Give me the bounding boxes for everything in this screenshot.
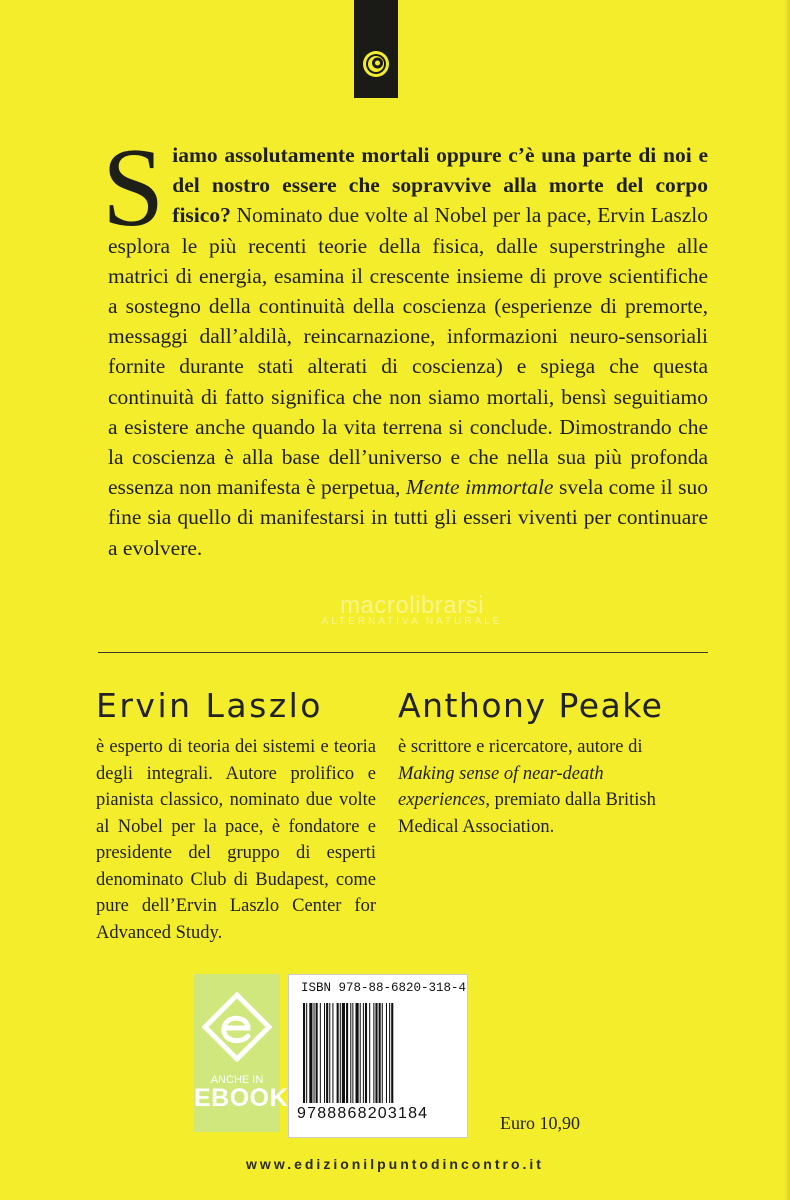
watermark-main: macrolibrarsi [340,592,484,619]
drop-cap: S [102,126,165,250]
ebook-e-icon [202,992,272,1062]
publisher-website: www.edizionilpuntodincontro.it [246,1156,544,1172]
barcode-stripe [350,1003,351,1103]
peake-bio-ending: , premiato dalla British Medical Association. [398,790,656,837]
barcode-stripe [320,1003,321,1103]
peake-book-title: Making sense of near-death experiences [398,763,604,810]
barcode-stripe [375,1003,377,1103]
barcode-stripe [356,1003,359,1103]
publisher-logo-icon [360,48,392,80]
barcode-stripe [391,1003,393,1103]
ebook-badge-big-text: EBOOK [194,1084,289,1112]
barcode-stripe [360,1003,361,1103]
barcode-stripe [324,1003,325,1103]
blurb-book-title: Mente immortale [405,475,554,500]
price: Euro 10,90 [500,1113,580,1133]
barcode-panel [288,974,468,1138]
book-blurb [102,126,708,563]
author-bio-peake [398,734,698,840]
author-bio-laszlo: è esperto di teoria dei sistemi e teoria degli integrali. Autore prolifico e pianista classico, nominato due volte al Nobel per la pace, è fondatore e presidente del gruppo di esperti denominato Club di Budapest, come pure dell’Ervin Laszlo Center for Advanced Study. [96,737,376,943]
barcode-stripe [346,1003,348,1103]
barcode-stripe [389,1003,390,1103]
barcode-stripe [340,1003,341,1103]
barcode-stripe [309,1003,312,1103]
publisher-logo-tab [354,0,398,98]
blurb-paragraph [102,126,708,563]
barcode-stripe [306,1003,307,1103]
barcode-stripe [337,1003,339,1103]
barcode-stripe [386,1003,387,1103]
watermark [262,592,562,627]
author-name-peake: Anthony Peake [398,686,664,725]
barcode-stripe [379,1003,381,1103]
barcode-stripe [316,1003,318,1103]
barcode-bars [303,1003,453,1103]
barcode-stripe [365,1003,367,1103]
cover-edge-shadow [784,0,790,1200]
barcode-stripe [352,1003,353,1103]
section-divider [98,652,708,653]
peake-bio-intro: è scrittore e ricercatore, autore di [398,737,643,757]
author-name-laszlo: Ervin Laszlo [96,686,324,725]
blurb-ending: svela come il suo fine sia quello di manifestarsi in tutti gli esseri viventi per continuare a evolvere. [108,475,708,560]
barcode-stripe [326,1003,328,1103]
blurb-lead-question: iamo assolutamente mortali oppure c’è una parte di noi e del nostro essere che sopravvive alla morte del corpo fisico? [172,143,708,228]
isbn-label: ISBN 978-88-6820-318-4 [301,981,467,995]
barcode-stripe [332,1003,333,1103]
barcode-stripe [329,1003,330,1103]
barcode-stripe [369,1003,370,1103]
barcode-number: 9788868203184 [297,1105,429,1122]
barcode-stripe [363,1003,364,1103]
barcode-stripe [314,1003,315,1103]
barcode-stripe [342,1003,345,1103]
barcode-stripe [373,1003,374,1103]
blurb-body: Nominato due volte al Nobel per la pace, Ervin Laszlo esplora le più recenti teorie della fisica, dalle superstringhe alle matrici di energia, esamina il crescente insieme di prove scientifiche a sostegno della continuità della coscienza (esperienze di premorte, messaggi dall’aldilà, reincarnazione, informazioni neuro-sensoriali fornite durante stati alterati di coscienza) e spiega che questa continuità di fatto significa che non siamo mortali, bensì seguitiamo a esistere anche quando la vita terrena si conclude. Dimostrando che la coscienza è alla base dell’universo e che nella sua più profonda essenza non manifesta è perpetua, [108,203,708,500]
ebook-badge [194,974,289,1132]
barcode-stripe [382,1003,383,1103]
ebook-badge-small-text: ANCHE IN [210,1074,264,1086]
watermark-sub: ALTERNATIVA NATURALE [321,616,503,627]
barcode-stripe [303,1003,305,1103]
